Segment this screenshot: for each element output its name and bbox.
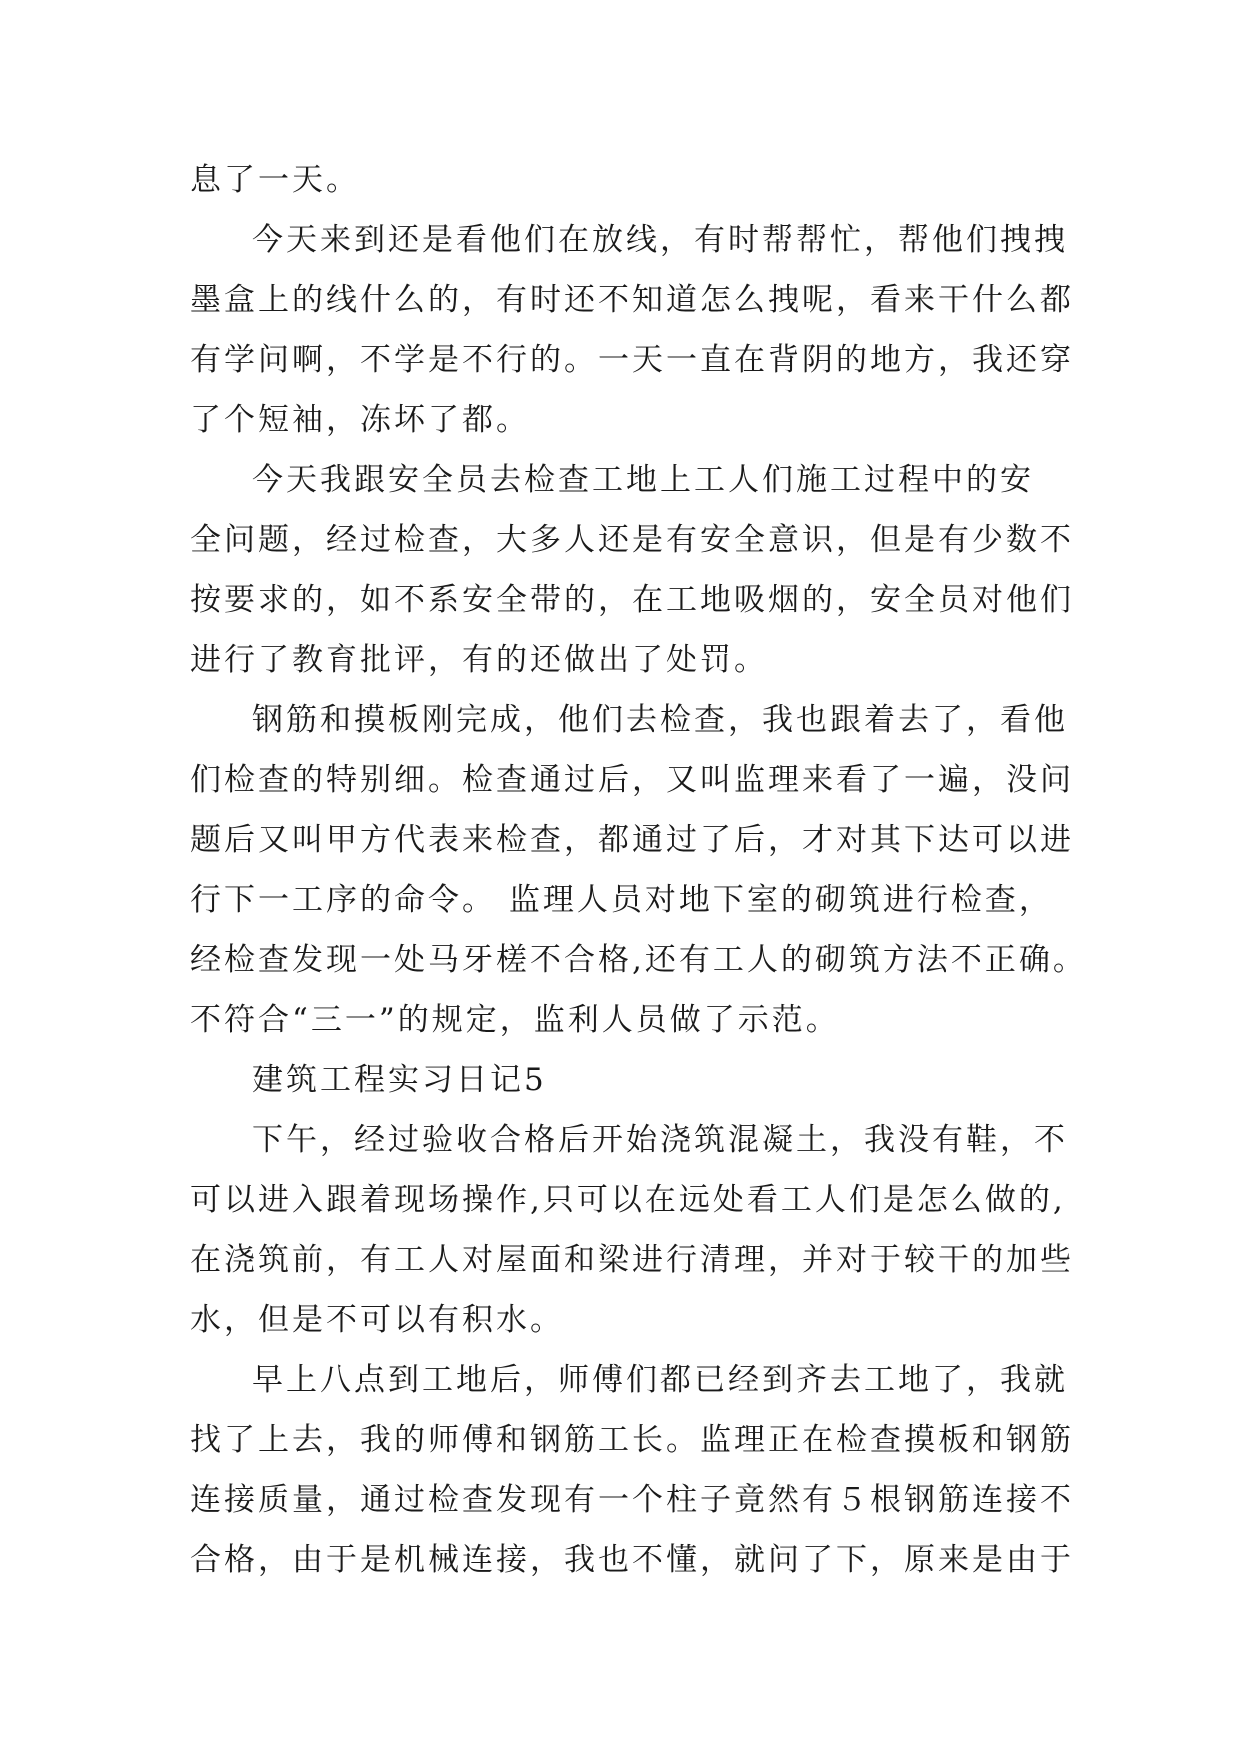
paragraph xyxy=(190,150,1060,210)
text-line: 有学问啊，不学是不行的。一天一直在背阴的地方，我还穿 xyxy=(190,342,1074,378)
text-line: 们检查的特别细。检查通过后，又叫监理来看了一遍，没问 xyxy=(190,762,1074,798)
paragraph xyxy=(190,450,1074,690)
paragraph xyxy=(190,690,1087,1050)
paragraph xyxy=(190,1110,1074,1350)
text-line: 行下一工序的命令。 监理人员对地下室的砌筑进行检查， xyxy=(190,882,1053,918)
text-line: 可以进入跟着现场操作,只可以在远处看工人们是怎么做的, xyxy=(190,1182,1066,1218)
text-line: 进行了教育批评，有的还做出了处罚。 xyxy=(190,642,768,678)
section-heading xyxy=(190,1050,1060,1110)
text-line: 连接质量，通过检查发现有一个柱子竟然有５根钢筋连接不 xyxy=(190,1482,1074,1518)
text-line: 按要求的，如不系安全带的，在工地吸烟的，安全员对他们 xyxy=(190,582,1074,618)
text-line: 今天来到还是看他们在放线，有时帮帮忙，帮他们拽拽 xyxy=(252,222,1068,258)
text-line: 墨盒上的线什么的，有时还不知道怎么拽呢，看来干什么都 xyxy=(190,282,1074,318)
text-line: 题后又叫甲方代表来检查，都通过了后，才对其下达可以进 xyxy=(190,822,1074,858)
text-line: 了个短袖，冻坏了都。 xyxy=(190,402,530,438)
text-line: 全问题，经过检查，大多人还是有安全意识，但是有少数不 xyxy=(190,522,1074,558)
text-line: 不符合“三一”的规定，监利人员做了示范。 xyxy=(190,1002,840,1038)
text-line: 早上八点到工地后，师傅们都已经到齐去工地了，我就 xyxy=(252,1362,1068,1398)
text-line: 经检查发现一处马牙槎不合格,还有工人的砌筑方法不正确。 xyxy=(190,942,1087,978)
heading-line: 建筑工程实习日记5 xyxy=(252,1062,547,1098)
text-line: 今天我跟安全员去检查工地上工人们施工过程中的安 xyxy=(252,462,1034,498)
document-page xyxy=(190,150,1087,1590)
paragraph xyxy=(190,1350,1074,1590)
text-line: 水，但是不可以有积水。 xyxy=(190,1302,564,1338)
text-line: 下午，经过验收合格后开始浇筑混凝土，我没有鞋，不 xyxy=(252,1122,1068,1158)
text-line: 钢筋和摸板刚完成，他们去检查，我也跟着去了，看他 xyxy=(252,702,1068,738)
text-line: 合格，由于是机械连接，我也不懂，就问了下，原来是由于 xyxy=(190,1542,1074,1578)
text-line: 息了一天。 xyxy=(190,162,360,198)
text-line: 找了上去，我的师傅和钢筋工长。监理正在检查摸板和钢筋 xyxy=(190,1422,1074,1458)
paragraph xyxy=(190,210,1074,450)
text-line: 在浇筑前，有工人对屋面和梁进行清理，并对于较干的加些 xyxy=(190,1242,1074,1278)
